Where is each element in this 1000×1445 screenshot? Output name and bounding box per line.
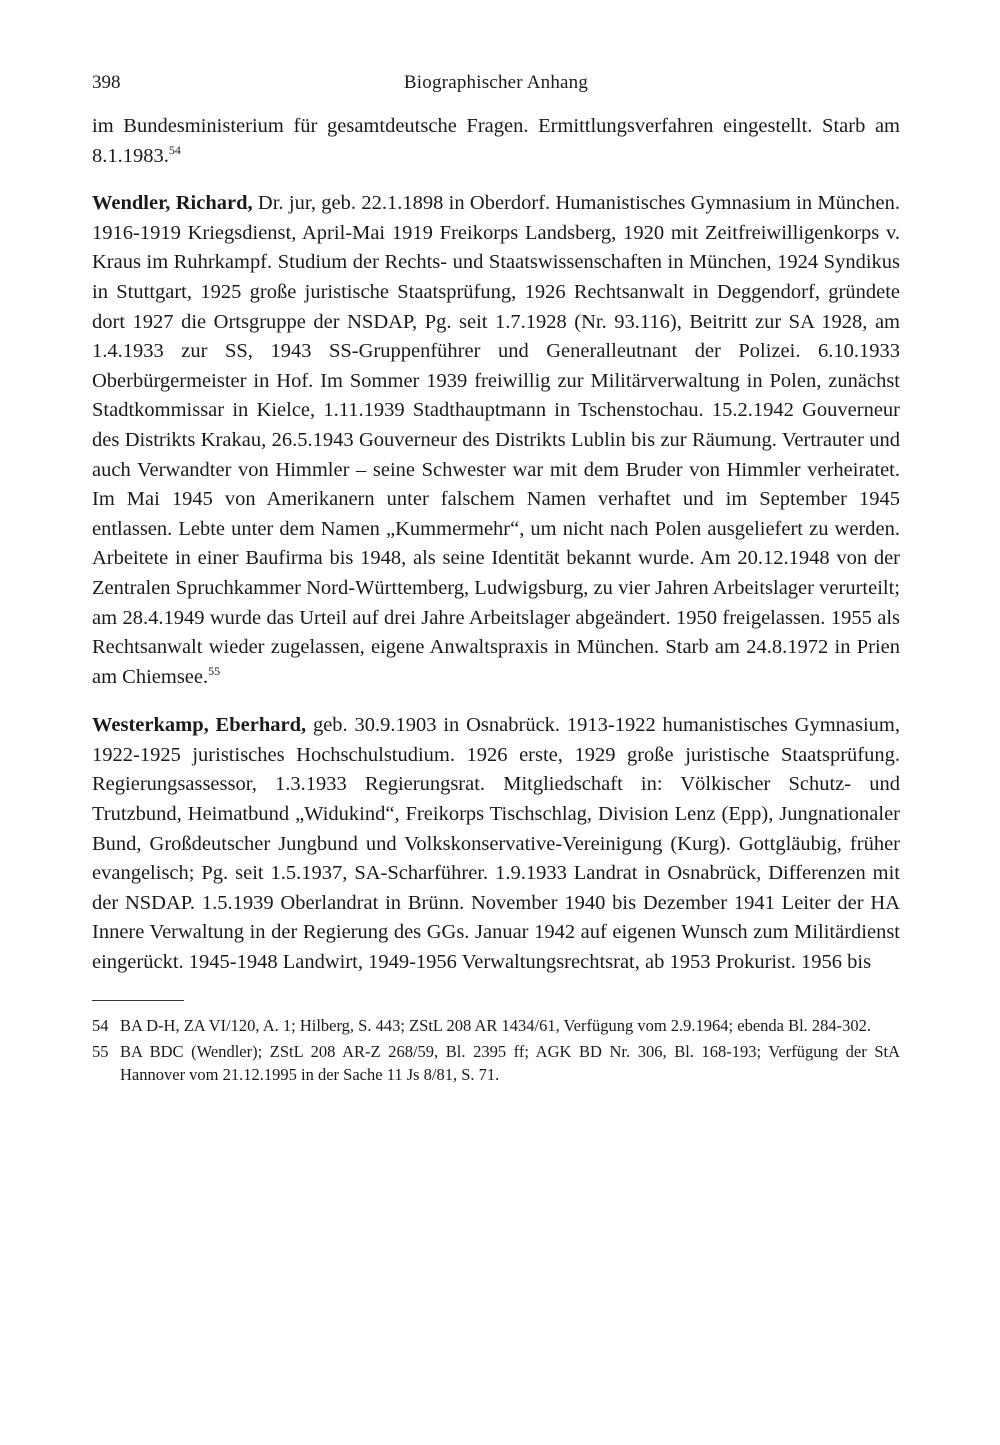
- footnote-number: 54: [92, 1015, 109, 1035]
- entry-text: Dr. jur, geb. 22.1.1898 in Oberdorf. Humanistisches Gymnasium in München. 1916-1919 Kriegsdienst, April-Mai 1919 Freikorps Landsberg, 1920 mit Zeitfreiwilligenkorps v. Kraus im Ruhrkampf. Studium der Rechts- und Staatswissenschaften in München, 1924 Syndikus in Stuttgart, 1925 große juristische Staatsprüfung, 1926 Rechtsanwalt in Deggendorf, gründete dort 1927 die Ortsgruppe der NSDAP, Pg. seit 1.7.1928 (Nr. 93.116), Beitritt zur SA 1928, am 1.4.1933 zur SS, 1943 SS-Gruppenführer und Generalleutnant der Polizei. 6.10.1933 Oberbürgermeister in Hof. Im Sommer 1939 freiwillig zur Militärverwaltung in Polen, zunächst Stadtkommissar in Kielce, 1.11.1939 Stadthauptmann in Tschenstochau. 15.2.1942 Gouverneur des Distrikts Krakau, 26.5.1943 Gouverneur des Distrikts Lublin bis zur Räumung. Vertrauter und auch Verwandter von Himmler – seine Schwester war mit dem Bruder von Himmler verheiratet. Im Mai 1945 von Amerikanern unter falschem Namen verhaftet und im September 1945 entlassen. Lebte unter dem Namen „Kummermehr“, um nicht nach Polen ausgeliefert zu werden. Arbeitete in einer Baufirma bis 1948, als seine Identität bekannt wurde. Am 20.12.1948 von der Zentralen Spruchkammer Nord-Württemberg, Ludwigsburg, zu vier Jahren Arbeitslager verurteilt; am 28.4.1949 wurde das Urteil auf drei Jahre Arbeitslager abgeändert. 1950 freigelassen. 1955 als Rechtsanwalt wieder zugelassen, eigene Anwaltspraxis in München. Starb am 24.8.1972 in Prien am Chiemsee.: [92, 192, 900, 688]
- footnote: [92, 1015, 900, 1038]
- footnote-text: BA D-H, ZA VI/120, A. 1; Hilberg, S. 443; ZStL 208 AR 1434/61, Verfügung vom 2.9.1964; ebenda Bl. 284-302.: [120, 1015, 872, 1035]
- continuation-text: im Bundesministerium für gesamtdeutsche Fragen. Ermittlungsverfahren eingestellt. Starb am 8.1.1983.: [92, 115, 900, 167]
- footnote: [92, 1041, 900, 1087]
- entry-westerkamp: [92, 711, 900, 977]
- footnote-divider: [92, 1000, 184, 1001]
- body-text: [92, 112, 900, 978]
- footnote-ref: 55: [208, 663, 221, 678]
- footnote-number: 55: [92, 1042, 109, 1062]
- page-number: 398: [92, 72, 121, 93]
- page-header: [92, 72, 900, 112]
- entry-name: Westerkamp, Eberhard,: [92, 714, 307, 737]
- entry-name: Wendler, Richard,: [92, 192, 253, 215]
- entry-text: geb. 30.9.1903 in Osnabrück. 1913-1922 humanistisches Gymnasium, 1922-1925 juristisches Hochschulstudium. 1926 erste, 1929 große juristische Staatsprüfung. Regierungsassessor, 1.3.1933 Regierungsrat. Mitgliedschaft in: Völkischer Schutz- und Trutzbund, Heimatbund „Widukind“, Freikorps Tischschlag, Division Lenz (Epp), Jungnationaler Bund, Großdeutscher Jungbund und Volkskonservative-Vereinigung (Kurg). Gottgläubig, früher evangelisch; Pg. seit 1.5.1937, SA-Scharführer. 1.9.1933 Landrat in Osnabrück, Differenzen mit der NSDAP. 1.5.1939 Oberlandrat in Brünn. November 1940 bis Dezember 1941 Leiter der HA Innere Verwaltung in der Regierung des GGs. Januar 1942 auf eigenen Wunsch zum Militärdienst eingerückt. 1945-1948 Landwirt, 1949-1956 Verwaltungsrechtsrat, ab 1953 Prokurist. 1956 bis: [92, 714, 900, 974]
- entry-wendler: [92, 189, 900, 692]
- continuation-paragraph: [92, 112, 900, 171]
- running-head: Biographischer Anhang: [403, 72, 589, 93]
- footnote-ref: 54: [168, 142, 181, 157]
- footnotes: [92, 1015, 900, 1087]
- book-page: [92, 72, 900, 1091]
- footnote-text: BA BDC (Wendler); ZStL 208 AR-Z 268/59, Bl. 2395 ff; AGK BD Nr. 306, Bl. 168-193; Verfügung der StA Hannover vom 21.12.1995 in der Sache 11 Js 8/81, S. 71.: [120, 1042, 900, 1085]
